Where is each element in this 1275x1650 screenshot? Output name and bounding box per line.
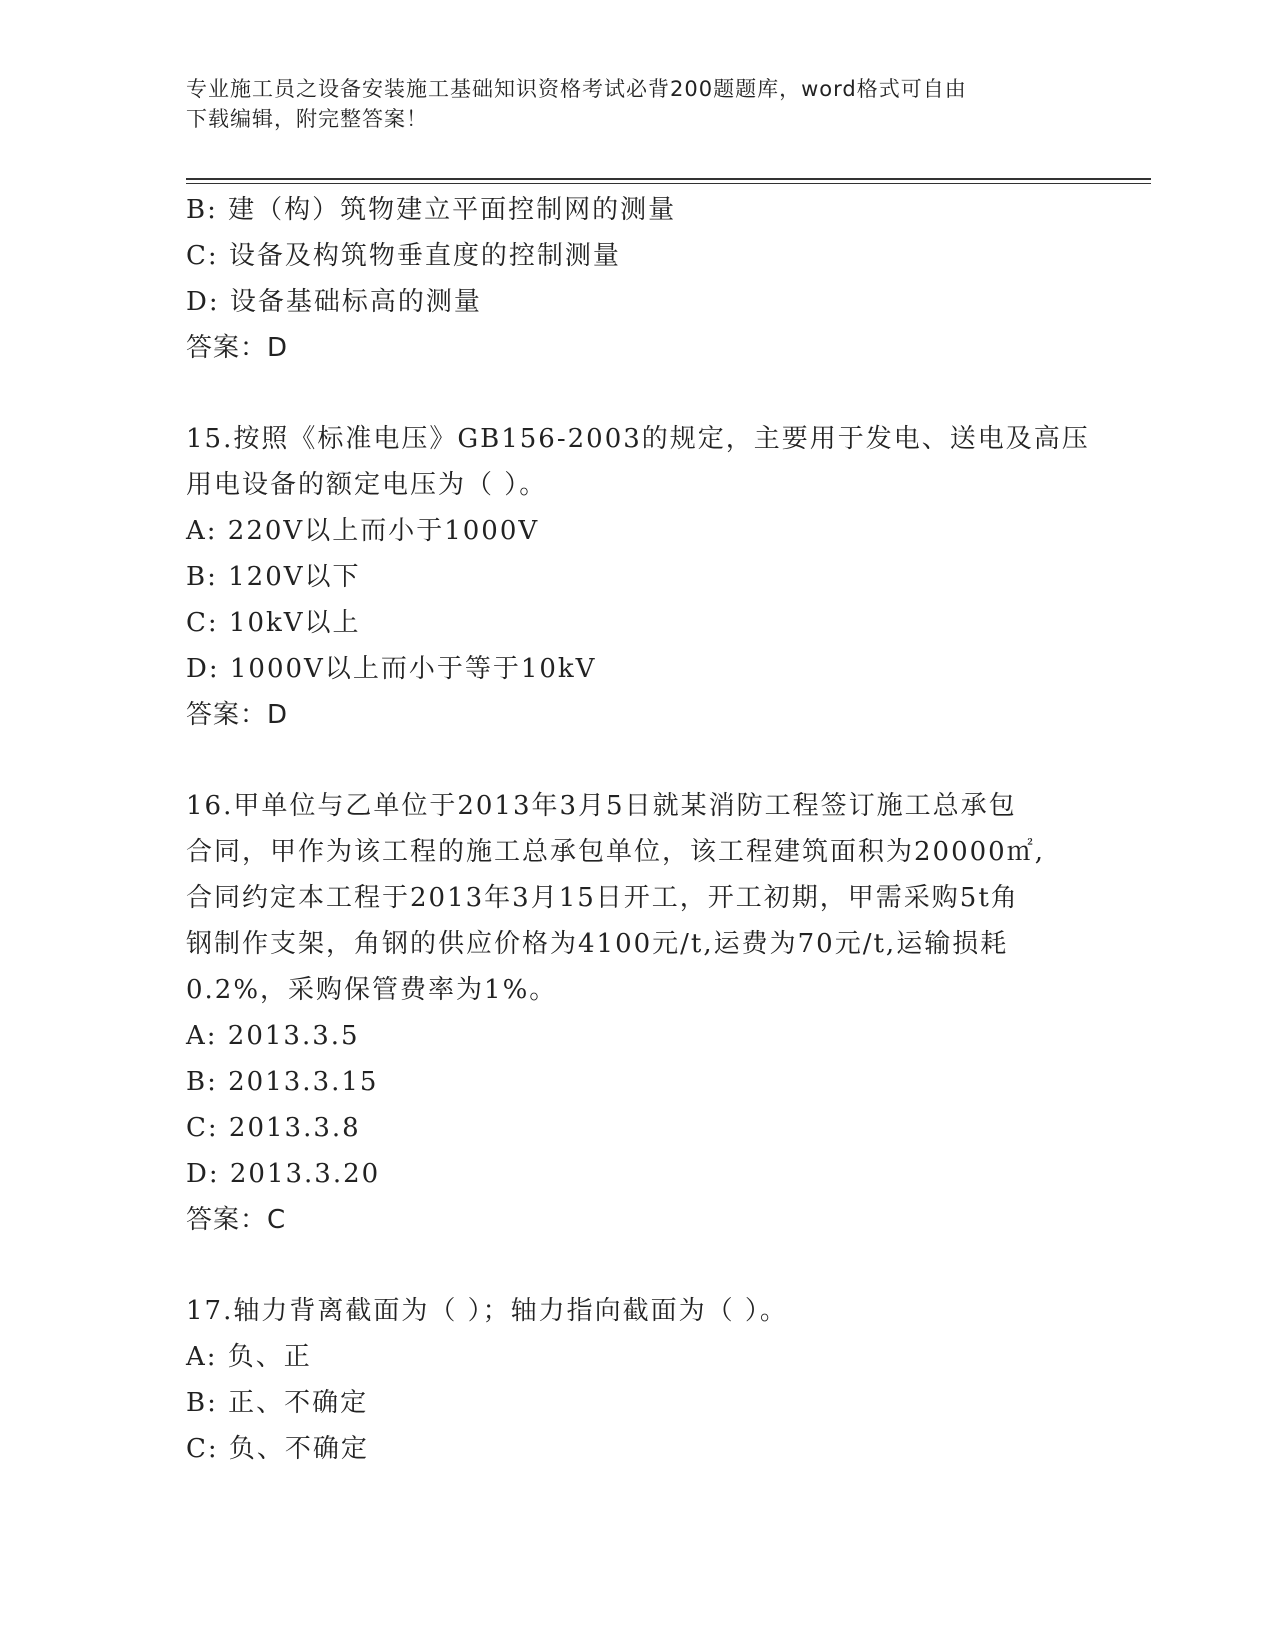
option-b: B: 建（构）筑物建立平面控制网的测量 [186, 195, 677, 225]
question-14 [186, 187, 1086, 371]
document-header [186, 74, 1066, 134]
question-stem-line: 15.按照《标准电压》GB156-2003的规定，主要用于发电、送电及高压 [186, 424, 1090, 454]
question-content [186, 187, 1090, 1472]
header-line-1: 专业施工员之设备安装施工基础知识资格考试必背200题题库，word格式可自由 [186, 77, 967, 101]
question-15 [186, 416, 1090, 738]
spacer [186, 738, 1086, 783]
spacer [186, 371, 1086, 416]
option-b: B: 正、不确定 [186, 1388, 369, 1418]
header-rule-thin [186, 183, 1151, 184]
option-c: C: 10kV以上 [186, 608, 361, 638]
question-stem-line: 合同约定本工程于2013年3月15日开工，开工初期，甲需采购5t角 [186, 883, 1019, 913]
option-c: C: 负、不确定 [186, 1434, 369, 1464]
option-d: D: 1000V以上而小于等于10kV [186, 654, 597, 684]
question-stem-line: 16.甲单位与乙单位于2013年3月5日就某消防工程签订施工总承包 [186, 791, 1017, 821]
option-b: B: 120V以下 [186, 562, 361, 592]
question-17 [186, 1288, 1086, 1472]
option-c: C: 设备及构筑物垂直度的控制测量 [186, 241, 621, 271]
header-line-2: 下载编辑，附完整答案！ [186, 107, 428, 131]
question-stem-line: 0.2%，采购保管费率为1%。 [186, 975, 558, 1005]
answer: 答案：C [186, 1205, 287, 1235]
option-d: D: 设备基础标高的测量 [186, 287, 482, 317]
option-a: A: 负、正 [186, 1342, 312, 1372]
question-stem-line: 合同，甲作为该工程的施工总承包单位，该工程建筑面积为20000㎡, [186, 837, 1045, 867]
answer: 答案：D [186, 700, 289, 730]
spacer [186, 1243, 1086, 1288]
header-rule-thick [186, 178, 1151, 180]
option-c: C: 2013.3.8 [186, 1113, 361, 1143]
question-16 [186, 783, 1086, 1243]
answer: 答案：D [186, 333, 289, 363]
question-stem-line: 钢制作支架，角钢的供应价格为4100元/t,运费为70元/t,运输损耗 [186, 929, 1009, 959]
question-stem-line: 17.轴力背离截面为（ ）；轴力指向截面为（ ）。 [186, 1296, 788, 1326]
option-d: D: 2013.3.20 [186, 1159, 381, 1189]
option-b: B: 2013.3.15 [186, 1067, 379, 1097]
option-a: A: 2013.3.5 [186, 1021, 360, 1051]
question-stem-line: 用电设备的额定电压为（ ）。 [186, 470, 548, 500]
option-a: A: 220V以上而小于1000V [186, 516, 540, 546]
